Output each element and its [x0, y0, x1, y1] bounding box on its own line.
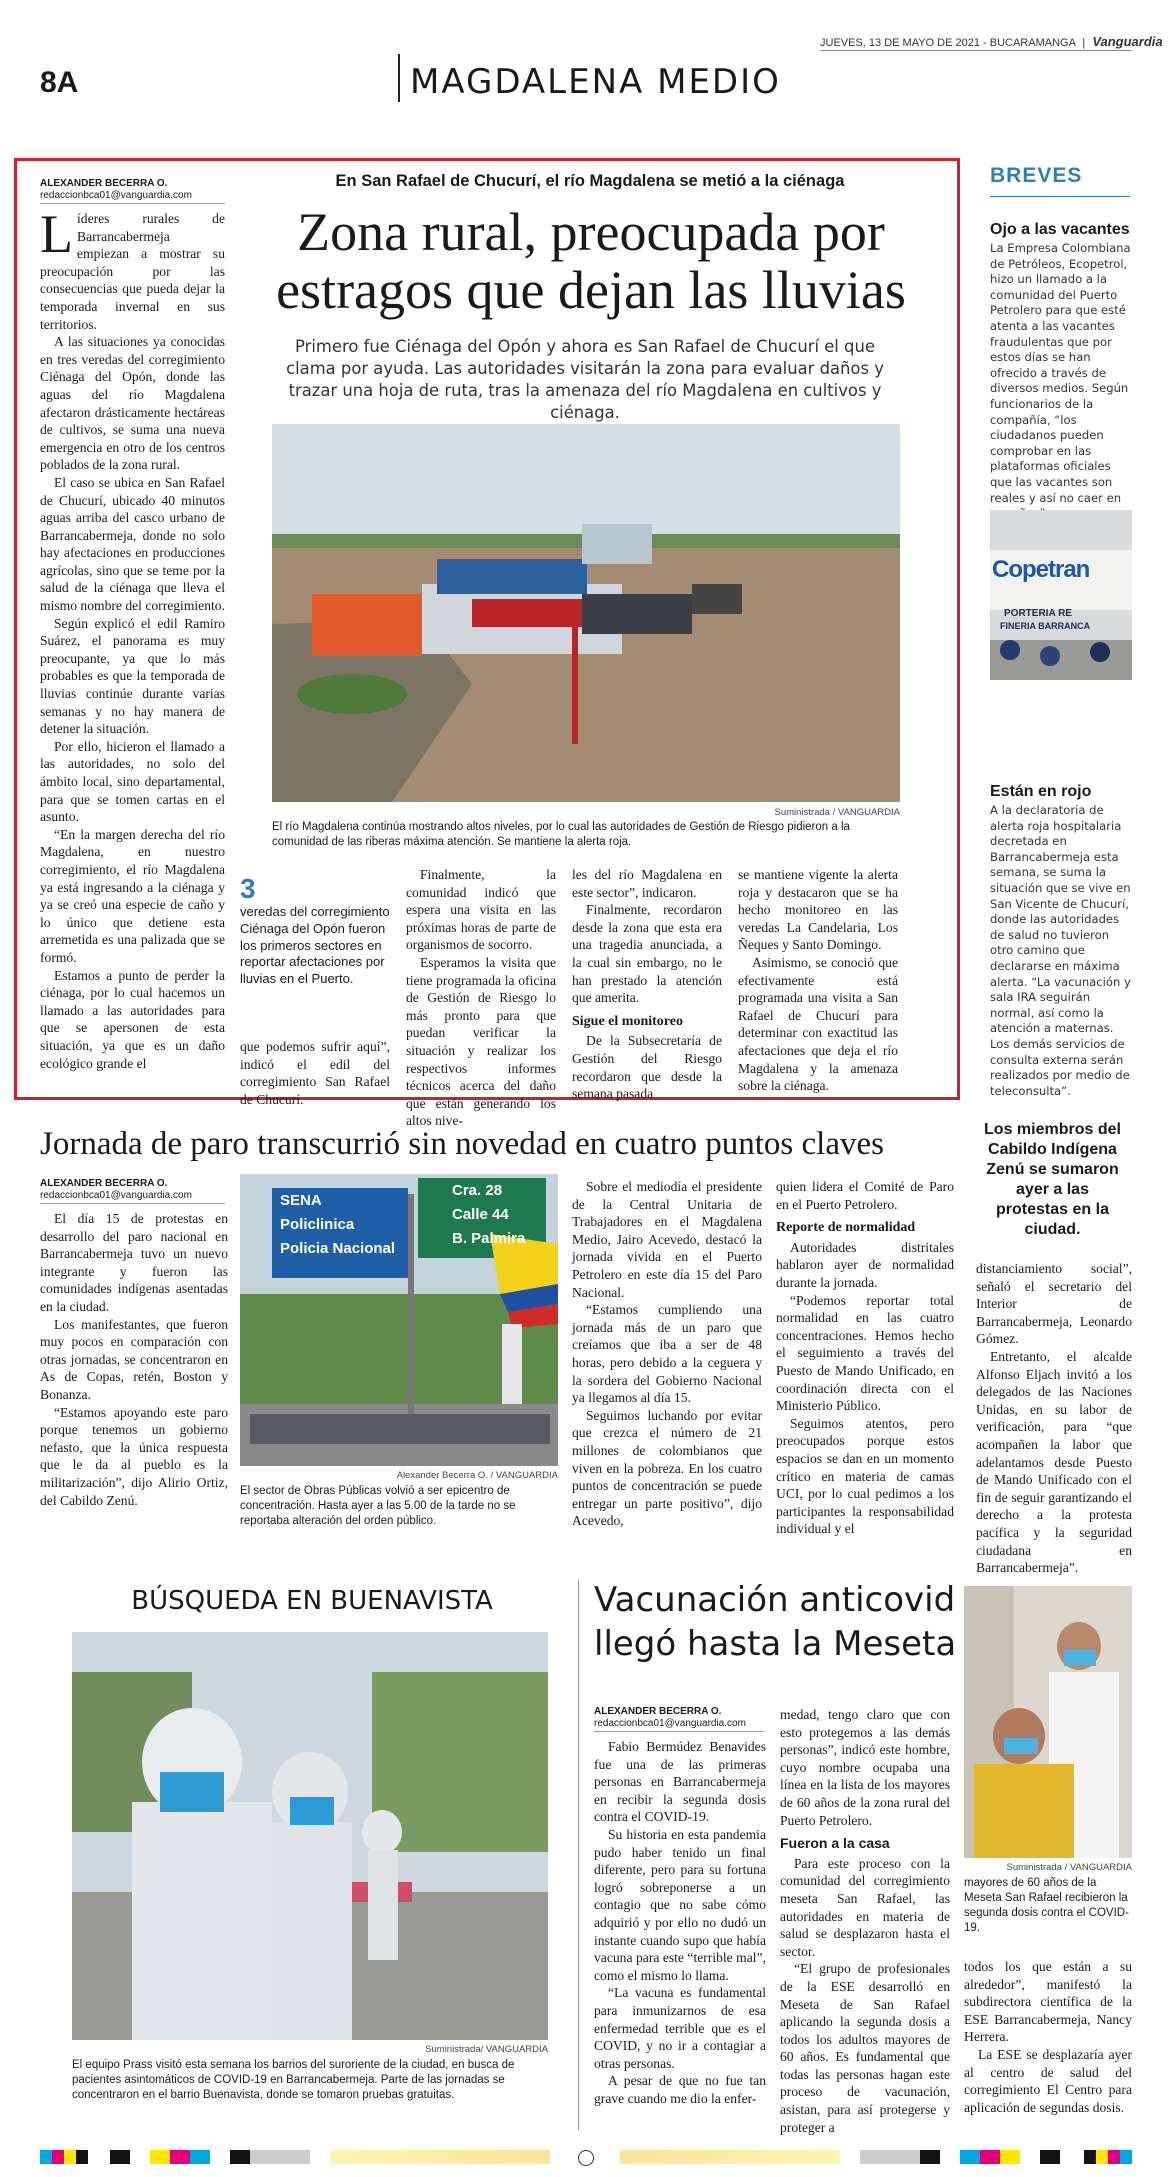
- lead-photo: [272, 424, 900, 802]
- paro-col5-p2: Entretanto, el alcalde Alfonso Eljach invitó a los delegados de las Naciones Unidas, en su labor de verificación, para “que acompañen la labor que adelantamos desde Puesto de Mando Unificado con el fin de seguir garantizando el derecho a la protesta pacífica y la seguridad ciudadana en Barrancabermeja”.: [976, 1348, 1132, 1576]
- vacunacion-title-line2: llegó hasta la Meseta: [594, 1624, 957, 1664]
- lead-col1-p1: íderes rurales de Barrancabermeja empiezan a mostrar su preocupación por las consecuencias que pueda dejar la temporada invernal en sus territorios.: [40, 211, 225, 332]
- sign-refineria: FINERIA BARRANCA: [1000, 621, 1091, 631]
- busqueda-photo-caption: El equipo Prass visitó esta semana los barrios del suroriente de la ciudad, en busca de pacientes asintomáticos de COVID-19 en Barrancabermeja. Parte de las jornadas se concentraron en el barrio Buenavista, donde se tomaron pruebas gratuitas.: [72, 2059, 515, 2101]
- vacunacion-title: [594, 1578, 964, 1666]
- breves-rule: [990, 196, 1130, 197]
- refinery-gate-scene: [990, 510, 1132, 680]
- breves-item2-title: Están en rojo: [990, 783, 1092, 800]
- lead-col4-p0: les del río Magdalena en este sector”, indicaron.: [572, 867, 722, 900]
- paro-photo-caption: El sector de Obras Públicas volvió a ser epicentro de concentración. Hasta ayer a las 5.00 de la tarde no se reportaba alteración del orden público.: [240, 1485, 516, 1527]
- lead-photo-credit: Suministrada / VANGUARDIA: [774, 807, 900, 818]
- vacunacion-col3-p1: todos los que están a su alrededor”, manifestó la subdirectora científica de la ESE Barrancabermeja, Nancy Herrera.: [964, 1959, 1132, 2045]
- lead-col1-p4: Según explicó el edil Ramiro Suárez, el panorama es muy preocupante, ya que lo más probables es que la temporada de lluvias continúe durante varias semanas y no hay manera de detener la situación.: [40, 615, 225, 737]
- lead-col2-p1: que podemos sufrir aquí”, indicó el edil del corregimiento San Rafael de Chucurí.: [240, 1039, 390, 1107]
- vacunacion-col1-p4: A pesar de que no fue tan grave cuando me dio la enfer-: [594, 2073, 766, 2106]
- paro-col3-p3: Seguimos luchando por evitar que crezca el número de 21 millones de colombianos que viven en la pobreza. En los cuatro puntos de concentración se puede entregar un parte positivo”, dijo Acevedo,: [572, 1407, 762, 1529]
- print-color-bar: [0, 2150, 1172, 2166]
- vacunacion-photo-credit: Suministrada / VANGUARDIA: [1006, 1862, 1132, 1873]
- stat-text: veredas del corregimiento Ciénaga del Opón fueron los primeros sectores en reportar afectaciones por lluvias en el Puerto.: [240, 904, 390, 987]
- paro-col4-p0: quien lidera el Comité de Paro en el Puerto Petrolero.: [776, 1179, 954, 1212]
- brand-logo: Vanguardia: [1092, 34, 1163, 49]
- health-team-scene: [72, 1632, 548, 2040]
- busqueda-photo: [72, 1632, 548, 2040]
- lead-col3-p2: Esperamos la visita que tiene programada la oficina de Gestión de Riesgo lo más pronto para que puedan verificar la situación y realizar los respectivos informes técnicos acerca del daño que están generando los altos nive-: [406, 954, 556, 1129]
- lead-photo-caption: El río Magdalena continúa mostrando altos niveles, por lo cual las autoridades de Gestión de Riesgo pidieron a la comunidad de las riberas máxima atención. Se mantiene la alerta roja.: [272, 821, 850, 848]
- sign-sena: SENA: [280, 1192, 322, 1209]
- lead-subhead-monitoreo: Sigue el monitoreo: [572, 1013, 683, 1029]
- header-rule: [820, 50, 1132, 51]
- vaccination-scene: [964, 1586, 1132, 1858]
- vacunacion-col3-p2: La ESE se desplazaría ayer al centro de salud del corregimiento El Centro para aplicación de segundas dosis.: [964, 2046, 1132, 2115]
- vacunacion-photo-caption: mayores de 60 años de la Meseta San Rafael recibieron la segunda dosis contra el COVID-19.: [964, 1877, 1129, 1934]
- lead-col4-p1: Finalmente, recordaron desde la zona que esta era una tragedia anunciada, a la cual sin embargo, no le han prestado la atención que amerita.: [572, 902, 722, 1006]
- lead-col1-p7: Estamos a punto de perder la ciénaga, por lo cual hacemos un llamado a las autoridades para que se apersonen de esta situación, ya que es un daño ecológico grande el: [40, 967, 225, 1071]
- vacunacion-byline-rule: [594, 1731, 764, 1732]
- vacunacion-column-1: [594, 1738, 766, 2107]
- vacunacion-photo: [964, 1586, 1132, 1858]
- vacunacion-title-line1: Vacunación anticovid: [594, 1580, 956, 1620]
- stat-box: [240, 874, 390, 988]
- paro-subhead-normalidad: Reporte de normalidad: [776, 1220, 916, 1236]
- lead-title: [236, 203, 946, 319]
- paro-col3-p2: “Estamos cumpliendo una jornada más de un paro que creíamos que iba a ser de 48 horas, pero debido a la ceguera y la sordera del Gobierno Nacional ya llegamos al día 15.: [572, 1302, 762, 1406]
- lead-email[interactable]: redaccionbca01@vanguardia.com: [40, 190, 192, 201]
- lead-column-5: [738, 866, 898, 1095]
- registration-mark: [578, 2150, 594, 2166]
- busqueda-photo-credit: Suministrada/ VANGUARDIA: [425, 2044, 548, 2055]
- drop-cap: L: [40, 204, 73, 264]
- paro-column-4: [776, 1178, 954, 1538]
- paro-photo: [240, 1174, 558, 1466]
- dateline-text: JUEVES, 13 DE MAYO DE 2021 - BUCARAMANGA: [820, 37, 1076, 49]
- breves-item2-text: A la declaratoria de alerta roja hospitalaria decretada en Barrancabermeja esta semana, se suma la situación que se vive en San Vicente de Chucurí, donde las autoridades de salud no tuvieron otro camino que declararse en máxima alerta. “La vacunación y sala IRA seguirán normal, así como la atención a maternas. Los demás servicios de consulta externa serán realizados por medio de teleconsulta”.: [990, 803, 1131, 1098]
- lead-subtitle: Primero fue Ciénaga del Opón y ahora es San Rafael de Chucurí el que clama por ayuda. Las autoridades visitarán la zona para evaluar daños y trazar una hoja de ruta, tras la amenaza del río Magdalena en cultivos y ciénaga.: [286, 337, 884, 422]
- lead-column-4: [572, 866, 722, 1103]
- paro-col5-p1: distanciamiento social”, señaló el secretario del Interior de Barrancabermeja, Leonardo Gómez.: [976, 1261, 1132, 1347]
- lead-col1-p2: A las situaciones ya conocidas en tres veredas del corregimiento Ciénaga del Opón, donde las aguas del río Magdalena afectaron drásticamente hectáreas de cultivos, se suma una nueva emergencia en otro de los centros poblados de la zona rural.: [40, 334, 225, 473]
- sign-bpalmira: B. Palmira: [452, 1230, 526, 1247]
- vacunacion-col2-p2: “El grupo de profesionales de la ESE desarrolló en Meseta de San Rafael aplicando la segunda dosis a todos los adultos mayores de 60 años. Es fundamental que todas las personas hagan este proceso de vacunación, asistan, para así protegerse y proteger a: [780, 1961, 950, 2135]
- paro-column-1: [40, 1210, 228, 1509]
- sign-policlinica: Policlinica: [280, 1216, 355, 1233]
- paro-col1-p3: “Estamos apoyando este paro porque tenemos un gobierno nefasto, que la única respuesta que le da al pueblo es la militarización”, dijo Alirio Ortiz, del Cabildo Zenú.: [40, 1404, 228, 1508]
- vacunacion-col2-p0: medad, tengo claro que con esto protegemos a las demás personas”, indicó este hombre, cuyo nombre ocupaba una línea en la lista de los mayores de 60 años de la zona rural del Puerto Petrolero.: [780, 1707, 950, 1828]
- breves-item1-text: La Empresa Colombiana de Petróleos, Ecopetrol, hizo un llamado a la comunidad del Puerto Petrolero para que esté atenta a las vacantes fraudulentas que por estos días se han ofrecido a través de diversos medios. Según funcionarios de la compañía, “los ciudadanos pueden comprobar en las plataformas oficiales que las vacantes son reales y así no caer en: [990, 241, 1131, 505]
- lead-title-line2: estragos que dejan las lluvias: [276, 260, 906, 320]
- vacunacion-subhead-casa: Fueron a la casa: [780, 1835, 890, 1852]
- breves-label: BREVES: [990, 164, 1083, 187]
- paro-title: Jornada de paro transcurrió sin novedad en cuatro puntos claves: [40, 1126, 884, 1162]
- paro-col1-p2: Los manifestantes, que fueron muy pocos en comparación con otras jornadas, se concentraron en As de Copas, retén, Boston y Bonanza.: [40, 1316, 228, 1402]
- vacunacion-byline: [594, 1706, 774, 1730]
- paro-column-3: [572, 1178, 762, 1530]
- breves-photo: [990, 510, 1132, 680]
- breves-item1-title: Ojo a las vacantes: [990, 221, 1130, 238]
- vacunacion-col1-p3: “La vacuna es fundamental para inmunizarnos de esa enfermedad terrible que es el COVID, y no ir a contagiar a otras personas.: [594, 1985, 766, 2071]
- paro-photo-credit: Alexander Becerra O. / VANGUARDIA: [396, 1470, 558, 1481]
- vacunacion-col1-p2: Su historia en esta pandemia pudo haber tenido un final diferente, pero para su fortuna logró sobreponerse a un contagio que no sabe cómo adquirió y por ello no dudó un instante cuando supo que había vacuna para este “terrible mal”, como el mismo lo llama.: [594, 1826, 766, 1983]
- paro-byline: [40, 1178, 220, 1202]
- lead-col1-p6: “En la margen derecha del río Magdalena, en nuestro corregimiento, el río Magdalena ya está ingresando a la ciénaga y ya se creó una especie de caño y lo único que detiene esta arremetida es una palizada que se formó.: [40, 826, 225, 965]
- busqueda-title: BÚSQUEDA EN BUENAVISTA: [131, 1586, 493, 1616]
- section-title: MAGDALENA MEDIO: [410, 62, 781, 102]
- paro-col3-p1: Sobre el mediodía el presidente de la Central Unitaria de Trabajadores en el Magdalena Medio, Jairo Acevedo, destacó la jornada vivida en el Puerto Petrolero en este día 15 del Paro Nacional.: [572, 1179, 762, 1300]
- paro-email[interactable]: redaccionbca01@vanguardia.com: [40, 1190, 192, 1201]
- lead-title-line1: Zona rural, preocupada por: [297, 202, 885, 262]
- sign-cra28: Cra. 28: [452, 1182, 503, 1199]
- sign-porteria: PORTERIA RE: [1004, 608, 1072, 619]
- lead-col5-p1: se mantiene vigente la alerta roja y destacaron que se ha hecho monitoreo en las veredas La Candelaria, Los Ñeques y Santo Domingo.: [738, 867, 898, 953]
- vertical-divider: [578, 1580, 579, 2130]
- river-boat-scene: [272, 424, 900, 802]
- lead-column-1: [40, 204, 225, 1072]
- section-divider: [398, 54, 400, 102]
- vacunacion-col2-p1: Para este proceso con la comunidad del corregimiento meseta San Rafael, las autoridades en materia de salud se desplazaron hasta el sector.: [780, 1855, 950, 1959]
- lead-col1-p3: El caso se ubica en San Rafael de Chucurí, ubicado 40 minutos aguas arriba del casco urbano de Barrancabermeja, donde no solo hay afectaciones en producciones agrícolas, sino que se teme por la salud de la ciénaga que lleva el mismo nombre del corregimiento.: [40, 474, 225, 614]
- paro-col4-p3: Seguimos atentos, pero preocupados porque estos espacios se dan en un momento crítico en materia de camas UCI, por lo cual pedimos a los participantes la responsabilidad individual y el: [776, 1415, 954, 1537]
- dateline: JUEVES, 13 DE MAYO DE 2021 - BUCARAMANGA | Vanguardia: [820, 34, 1163, 49]
- lead-col5-p2: Asimismo, se conoció que efectivamente está programada una visita a San Rafael de Chucurí para determinar con exactitud las afectaciones que deja el río Magdalena y la amenaza sobre la ciénaga.: [738, 954, 898, 1094]
- paro-col1-p1: El día 15 de protestas en desarrollo del paro nacional en Barrancabermeja tuvo un nuevo integrante y fueron las comunidades indígenas asentadas en la ciudad.: [40, 1211, 228, 1314]
- vacunacion-column-3: [964, 1958, 1132, 2116]
- lead-kicker: En San Rafael de Chucurí, el río Magdalena se metió a la ciénaga: [335, 172, 845, 190]
- vacunacion-col1-p1: Fabio Bermúdez Benavides fue una de las primeras personas en Barrancabermeja en recibir la segunda dosis contra el COVID-19.: [594, 1739, 766, 1825]
- vacunacion-email[interactable]: redaccionbca01@vanguardia.com: [594, 1718, 746, 1729]
- paro-col4-p1: Autoridades distritales hablaron ayer de normalidad durante la jornada.: [776, 1239, 954, 1290]
- lead-col1-p5: Por ello, hicieron el llamado a las autoridades, no solo del ámbito local, sino departamental, para que se tomen cartas en el asunto.: [40, 738, 225, 825]
- lead-column-2: [240, 1038, 390, 1108]
- page-number: 8A: [40, 66, 79, 99]
- vacunacion-author: ALEXANDER BECERRA O.: [594, 1706, 722, 1717]
- lead-author: ALEXANDER BECERRA O.: [40, 178, 168, 189]
- sign-policia: Policia Nacional: [280, 1240, 396, 1257]
- sign-copetran: Copetran: [992, 556, 1090, 583]
- stat-number: 3: [240, 873, 256, 904]
- vacunacion-column-2: [780, 1706, 950, 2136]
- sign-calle44: Calle 44: [452, 1206, 509, 1223]
- lead-col3-p1: Finalmente, la comunidad indicó que espera una visita en las próximas horas de parte de organismos de socorro.: [406, 867, 556, 953]
- lead-column-3: [406, 866, 556, 1130]
- paro-byline-rule: [40, 1203, 225, 1204]
- paro-author: ALEXANDER BECERRA O.: [40, 1178, 168, 1189]
- paro-col4-p2: “Podemos reportar total normalidad en las cuatro concentraciones. Hemos hecho el seguimiento a través del Puesto de Mando Unificado, en coordinación directa con el Ministerio Público.: [776, 1292, 954, 1414]
- lead-byline: [40, 178, 220, 202]
- lead-col4-p2: De la Subsecretaría de Gestión del Riesgo recordaron que desde la semana pasada: [572, 1033, 722, 1102]
- paro-column-5: [976, 1260, 1132, 1577]
- paro-pull-quote: Los miembros del Cabildo Indígena Zenú se sumaron ayer a las protestas en la ciudad.: [984, 1121, 1121, 1238]
